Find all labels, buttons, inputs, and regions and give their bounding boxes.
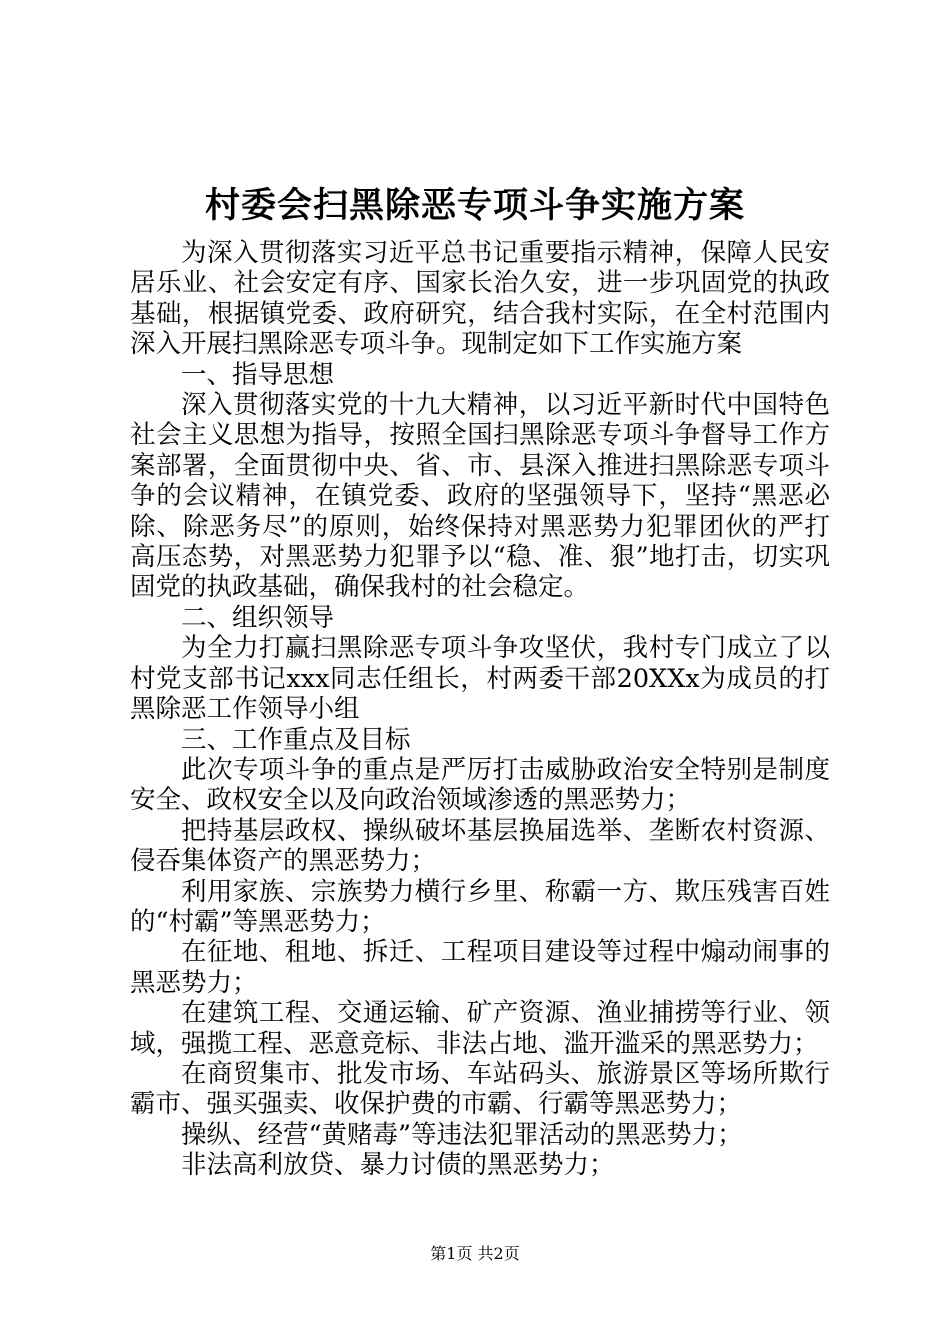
paragraph-key-point-7: 操纵、经营“黄赌毒”等违法犯罪活动的黑恶势力；: [181, 1119, 743, 1150]
paragraph-key-point-4: 在征地、租地、拆迁、工程项目建设等过程中煽动闹事的黑恶势力；: [130, 937, 830, 998]
section-heading-key-points: 三、工作重点及目标: [181, 724, 411, 755]
paragraph-key-point-1: 此次专项斗争的重点是严厉打击威胁政治安全特别是制度安全、政权安全以及向政治领域渗透的黑恶势力；: [130, 754, 830, 816]
paragraph-key-point-6: 在商贸集市、批发市场、车站码头、旅游景区等场所欺行霸市、强买强卖、收保护费的市霸、行霸等黑恶势力；: [130, 1058, 830, 1120]
paragraph-key-point-2: 把持基层政权、操纵破坏基层换届选举、垄断农村资源、侵吞集体资产的黑恶势力；: [130, 815, 830, 877]
paragraph-organization: 为全力打赢扫黑除恶专项斗争攻坚伏，我村专门成立了以村党支部书记xxx同志任组长，村两委干部20XXx为成员的打黑除恶工作领导小组: [130, 633, 830, 725]
paragraph-key-point-3: 利用家族、宗族势力横行乡里、称霸一方、欺压残害百姓的“村霸”等黑恶势力；: [130, 876, 830, 937]
paragraph-key-point-5: 在建筑工程、交通运输、矿产资源、渔业捕捞等行业、领域，强揽工程、恶意竞标、非法占地、滥开滥采的黑恶势力；: [130, 998, 830, 1059]
paragraph-guiding-ideology: 深入贯彻落实党的十九大精神，以习近平新时代中国特色社会主义思想为指导，按照全国扫黑除恶专项斗争督导工作方案部署，全面贯彻中央、省、市、县深入推进扫黑除恶专项斗争的会议精神，在镇党委、政府的坚强领导下，坚持“黑恶必除、除恶务尽”的原则，始终保持对黑恶势力犯罪团伙的严打高压态势，对黑恶势力犯罪予以“稳、准、狠”地打击，切实巩固党的执政基础，确保我村的社会稳定。: [130, 390, 830, 603]
paragraph-key-point-8: 非法高利放贷、暴力讨债的黑恶势力；: [181, 1150, 615, 1181]
document-title: 村委会扫黑除恶专项斗争实施方案: [204, 185, 745, 226]
section-heading-organization: 二、组织领导: [181, 602, 335, 633]
document-body: [130, 238, 830, 1181]
paragraph-intro: 为深入贯彻落实习近平总书记重要指示精神，保障人民安居乐业、社会安定有序、国家长治久安，进一步巩固党的执政基础，根据镇党委、政府研究，结合我村实际，在全村范围内深入开展扫黑除恶专项斗争。现制定如下工作实施方案: [130, 238, 830, 360]
page-number-footer: 第1页 共2页: [430, 1244, 520, 1263]
section-heading-guiding-ideology: 一、指导思想: [181, 359, 335, 390]
